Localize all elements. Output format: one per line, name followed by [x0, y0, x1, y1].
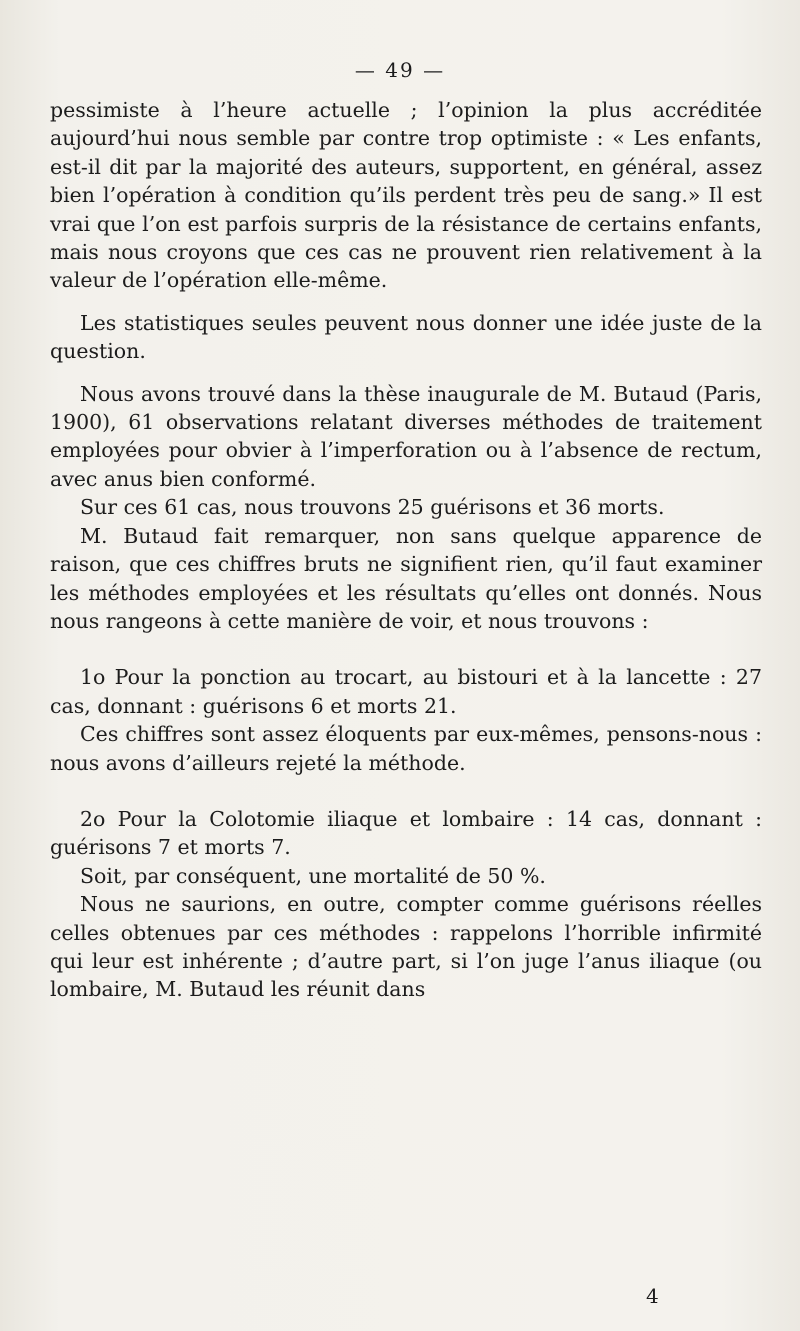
paragraph: Sur ces 61 cas, nous trouvons 25 guérisons et 36 morts.	[80, 495, 665, 520]
paragraph: Nous avons trouvé dans la thèse inaugurale de M. Butaud (Paris, 1900), 61 observations relatant diverses méthodes de traitement employées pour obvier à l’imperforation ou à l’absence de rectum, avec anus bien conformé.	[50, 381, 762, 491]
paragraph: Ces chiffres sont assez éloquents par eux-mêmes, pensons-nous : nous avons d’ailleurs rejeté la méthode.	[50, 722, 762, 775]
paragraph: M. Butaud fait remarquer, non sans quelque apparence de raison, que ces chiffres bruts ne signifient rien, qu’il faut examiner les méthodes employées et les résultats qu’elles ont donnés. Nous nous rangeons à cette manière de voir, et nous trouvons :	[50, 523, 762, 633]
page-number-header: — 49 —	[354, 58, 446, 82]
paragraph: 1o Pour la ponction au trocart, au bistouri et à la lancette : 27 cas, donnant : guérisons 6 et morts 21.	[50, 665, 762, 718]
paragraph: pessimiste à l’heure actuelle ; l’opinion la plus accréditée aujourd’hui nous semble par contre trop optimiste : « Les enfants, est-il dit par la majorité des auteurs, supportent, en général, assez bien l’opération à condition qu’ils perdent très peu de sang.» Il est vrai que l’on est parfois surpris de la résistance de certains enfants, mais nous croyons que ces cas ne prouvent rien relativement à la valeur de l’opération elle-même.	[50, 98, 762, 293]
body-text	[50, 96, 762, 1004]
paragraph: 2o Pour la Colotomie iliaque et lombaire : 14 cas, donnant : guérisons 7 et morts 7.	[50, 806, 762, 860]
signature-mark: 4	[646, 1284, 659, 1308]
paragraph: Soit, par conséquent, une mortalité de 50 %.	[80, 863, 546, 888]
paragraph: Les statistiques seules peuvent nous donner une idée juste de la question.	[50, 310, 762, 364]
paragraph: Nous ne saurions, en outre, compter comme guérisons réelles celles obtenues par ces méthodes : rappelons l’horrible infirmité qui leur est inhérente ; d’autre part, si l’on juge l’anus iliaque (ou lombaire, M. Butaud les réunit dans	[50, 892, 762, 1002]
